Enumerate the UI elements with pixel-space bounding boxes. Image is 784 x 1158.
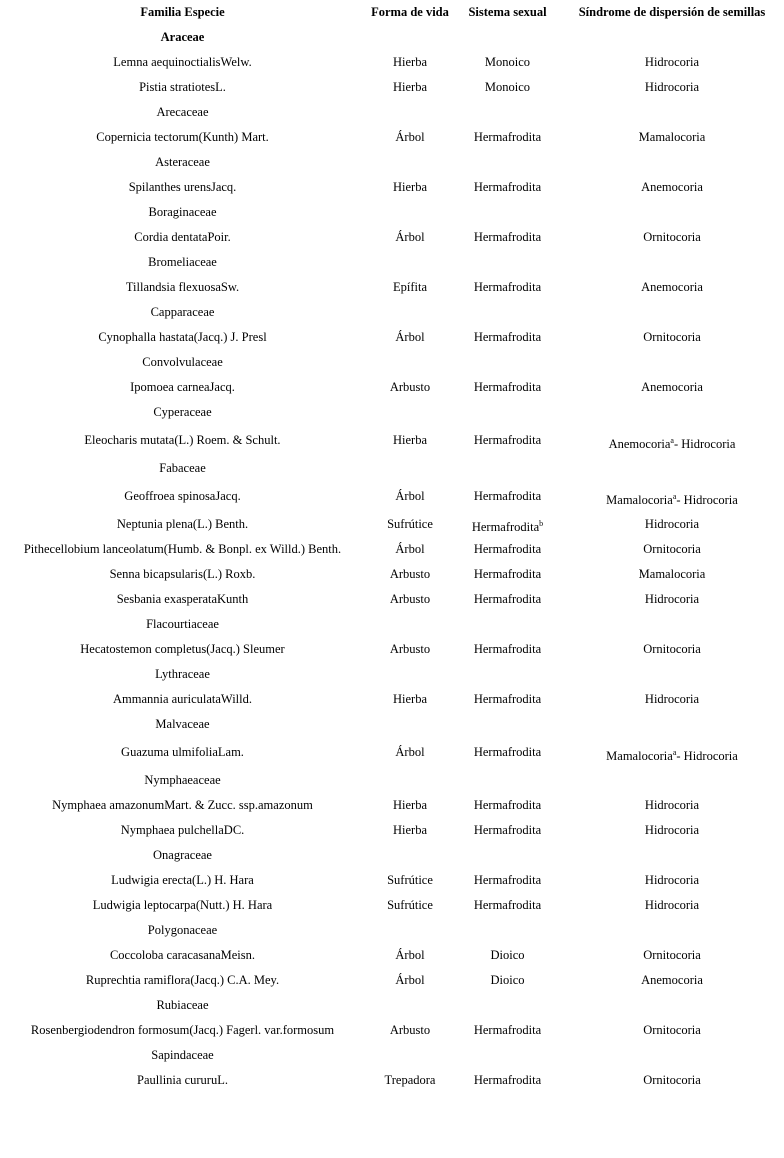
family-name: Flacourtiaceae [146,617,219,631]
forma-de-vida: Arbusto [389,642,431,656]
family-row [0,918,784,943]
sindrome-dispersion: Anemocoria [641,180,703,194]
sistema-sexual: Hermafrodita [473,280,542,294]
species-row [0,75,784,100]
forma-de-vida: Hierba [392,798,427,812]
family-row [0,612,784,637]
species-name: Coccoloba caracasanaMeisn. [109,948,256,962]
family-row [0,300,784,325]
forma-de-vida: Arbusto [389,592,431,606]
sindrome-dispersion: Mamalocoria [638,567,706,581]
species-row [0,125,784,150]
family-name: Sapindaceae [151,1048,214,1062]
family-row [0,456,784,481]
species-name: Pistia stratiotesL. [139,80,226,94]
family-row [0,1043,784,1068]
dispersion-suffix: - Hidrocoria [673,437,736,451]
species-row [0,968,784,993]
species-name: Geoffroea spinosaJacq. [124,489,241,503]
family-name: Bromeliaceae [148,255,217,269]
header-sindrome-dispersion: Síndrome de dispersión de semillas [578,5,766,19]
table-body [0,25,784,1093]
forma-de-vida: Hierba [392,80,427,94]
sindrome-dispersion: Hidrocoria [644,517,700,531]
forma-de-vida: Hierba [392,180,427,194]
sindrome-dispersion [560,433,784,451]
species-row [0,1068,784,1093]
forma-de-vida: Epífita [392,280,427,294]
species-name: Ruprechtia ramiflora(Jacq.) C.A. Mey. [85,973,280,987]
species-name: Tillandsia flexuosaSw. [125,280,240,294]
sistema-sexual: Hermafrodita [473,380,542,394]
family-row [0,662,784,687]
sindrome-dispersion: Ornitocoria [643,230,701,244]
sindrome-dispersion: Hidrocoria [644,873,700,887]
species-row [0,868,784,893]
sistema-sexual: Hermafrodita [473,898,542,912]
sindrome-dispersion: Anemocoria [641,280,703,294]
family-row [0,350,784,375]
dispersion-with-note [609,437,736,451]
family-row [0,200,784,225]
forma-de-vida: Hierba [392,55,427,69]
sistema-sexual: Hermafrodita [473,230,542,244]
forma-de-vida: Sufrútice [387,517,433,531]
footnote-marker: a [672,747,677,757]
species-row [0,481,784,512]
species-row [0,50,784,75]
family-name: Boraginaceae [148,205,217,219]
family-name: Polygonaceae [147,923,218,937]
species-name: Sesbania exasperataKunth [116,592,249,606]
species-row [0,943,784,968]
forma-de-vida: Sufrútice [387,898,433,912]
sindrome-dispersion: Hidrocoria [644,898,700,912]
forma-de-vida: Árbol [395,542,425,556]
species-name: Lemna aequinoctialisWelw. [113,55,252,69]
sistema-sexual: Hermafrodita [473,180,542,194]
family-row [0,768,784,793]
family-row [0,843,784,868]
family-name: Onagraceae [153,848,212,862]
forma-de-vida: Arbusto [389,380,431,394]
forma-de-vida: Trepadora [384,1073,436,1087]
species-row [0,537,784,562]
sistema-sexual: Hermafrodita [473,798,542,812]
species-name: Cynophalla hastata(Jacq.) J. Presl [98,330,267,344]
family-name: Araceae [160,30,205,44]
dispersion-suffix: - Hidrocoria [676,493,738,507]
species-row [0,637,784,662]
dispersion-text: Mamalocoria [606,493,673,507]
forma-de-vida: Árbol [395,489,425,503]
species-row [0,687,784,712]
species-name: Hecatostemon completus(Jacq.) Sleumer [80,642,285,656]
sindrome-dispersion: Hidrocoria [644,592,700,606]
family-row [0,100,784,125]
sistema-sexual: Hermafrodita [473,489,542,503]
forma-de-vida: Hierba [392,433,427,447]
species-row [0,425,784,456]
species-name: Cordia dentataPoir. [134,230,231,244]
sistema-sexual: Monoico [484,55,531,69]
species-row [0,275,784,300]
sindrome-dispersion: Hidrocoria [644,692,700,706]
sistema-sexual: Hermafrodita [473,567,542,581]
family-name: Rubiaceae [156,998,209,1012]
family-name: Convolvulaceae [142,355,223,369]
header-sistema-sexual: Sistema sexual [468,5,547,19]
species-row [0,375,784,400]
species-name: Pithecellobium lanceolatum(Humb. & Bonpl. ex Willd.) Benth. [23,542,342,556]
sistema-sexual: Hermafrodita [473,873,542,887]
species-row [0,512,784,537]
sistema-sexual: Hermafrodita [473,1073,542,1087]
species-name: Copernicia tectorum(Kunth) Mart. [96,130,269,144]
sindrome-dispersion: Anemocoria [641,973,703,987]
family-row [0,150,784,175]
sindrome-dispersion: Hidrocoria [644,798,700,812]
species-name: Nymphaea amazonumMart. & Zucc. ssp.amazonum [52,798,313,812]
forma-de-vida: Árbol [395,230,425,244]
dispersion-suffix: - Hidrocoria [676,749,738,763]
sistema-sexual: Dioico [490,973,525,987]
species-name: Ammannia auriculataWilld. [112,692,253,706]
species-name: Senna bicapsularis(L.) Roxb. [109,567,256,581]
sistema-sexual: Hermafrodita [473,642,542,656]
sistema-sexual: Hermafrodita [473,692,542,706]
sindrome-dispersion: Hidrocoria [644,80,700,94]
sindrome-dispersion: Ornitocoria [643,330,701,344]
sindrome-dispersion [560,489,784,507]
footnote-marker: a [670,435,674,445]
forma-de-vida: Árbol [395,948,425,962]
species-name: Rosenbergiodendron formosum(Jacq.) Fagerl. var.formosum [30,1023,335,1037]
family-row [0,993,784,1018]
family-name: Fabaceae [159,461,206,475]
sistema-sexual: Hermafrodita [473,330,542,344]
sistema-sexual: Monoico [484,80,531,94]
dispersion-text: Anemocoria [608,437,671,451]
species-row [0,587,784,612]
family-row [0,400,784,425]
sindrome-dispersion: Hidrocoria [644,55,700,69]
species-row [0,893,784,918]
species-row [0,793,784,818]
species-row [0,818,784,843]
family-row [0,712,784,737]
species-row [0,325,784,350]
table-header-row [0,0,784,25]
sistema-sexual [455,517,560,532]
forma-de-vida: Hierba [392,823,427,837]
sindrome-dispersion: Mamalocoria [638,130,706,144]
species-name: Spilanthes urensJacq. [128,180,237,194]
forma-de-vida: Arbusto [389,1023,431,1037]
forma-de-vida: Hierba [392,692,427,706]
species-row [0,225,784,250]
footnote-marker: b [539,518,544,528]
sindrome-dispersion: Ornitocoria [643,642,701,656]
species-name: Guazuma ulmifoliaLam. [121,745,244,759]
forma-de-vida: Árbol [395,745,425,759]
forma-de-vida: Sufrútice [387,873,433,887]
footnote-marker: a [672,491,677,501]
species-name: Neptunia plena(L.) Benth. [116,517,249,531]
species-name: Paullinia cururuL. [137,1073,228,1087]
dispersion-with-note [606,493,738,507]
header-familia-especie: Familia Especie [140,5,225,19]
forma-de-vida: Árbol [395,330,425,344]
forma-de-vida: Árbol [395,973,425,987]
forma-de-vida: Árbol [395,130,425,144]
species-row [0,1018,784,1043]
sistema-sexual: Hermafrodita [473,745,542,759]
family-name: Lythraceae [155,667,210,681]
sistema-sexual: Hermafrodita [473,130,542,144]
family-row [0,25,784,50]
family-name: Nymphaeaceae [144,773,221,787]
species-row [0,562,784,587]
sindrome-dispersion: Ornitocoria [643,948,701,962]
family-name: Cyperaceae [153,405,212,419]
family-name: Arecaceae [156,105,209,119]
dispersion-text: Mamalocoria [606,749,673,763]
sindrome-dispersion: Anemocoria [641,380,703,394]
family-name: Capparaceae [150,305,215,319]
forma-de-vida: Arbusto [389,567,431,581]
species-name: Ludwigia erecta(L.) H. Hara [111,873,254,887]
sistema-sexual: Hermafrodita [473,823,542,837]
sistema-sexual-text: Hermafrodita [471,520,540,534]
sistema-sexual-with-note [472,520,543,534]
sindrome-dispersion: Ornitocoria [643,1023,701,1037]
species-row [0,175,784,200]
sindrome-dispersion: Ornitocoria [643,1073,701,1087]
sistema-sexual: Hermafrodita [473,433,542,447]
species-name: Ludwigia leptocarpa(Nutt.) H. Hara [92,898,273,912]
family-row [0,250,784,275]
species-name: Nymphaea pulchellaDC. [120,823,245,837]
sistema-sexual: Hermafrodita [473,592,542,606]
sistema-sexual: Hermafrodita [473,542,542,556]
species-row [0,737,784,768]
sindrome-dispersion: Ornitocoria [643,542,701,556]
family-name: Malvaceae [155,717,210,731]
sistema-sexual: Dioico [490,948,525,962]
sindrome-dispersion: Hidrocoria [644,823,700,837]
species-name: Eleocharis mutata(L.) Roem. & Schult. [84,433,281,447]
sindrome-dispersion [560,745,784,763]
dispersion-with-note [606,749,738,763]
sistema-sexual: Hermafrodita [473,1023,542,1037]
header-forma-de-vida: Forma de vida [371,5,449,19]
family-name: Asteraceae [155,155,210,169]
species-name: Ipomoea carneaJacq. [130,380,235,394]
